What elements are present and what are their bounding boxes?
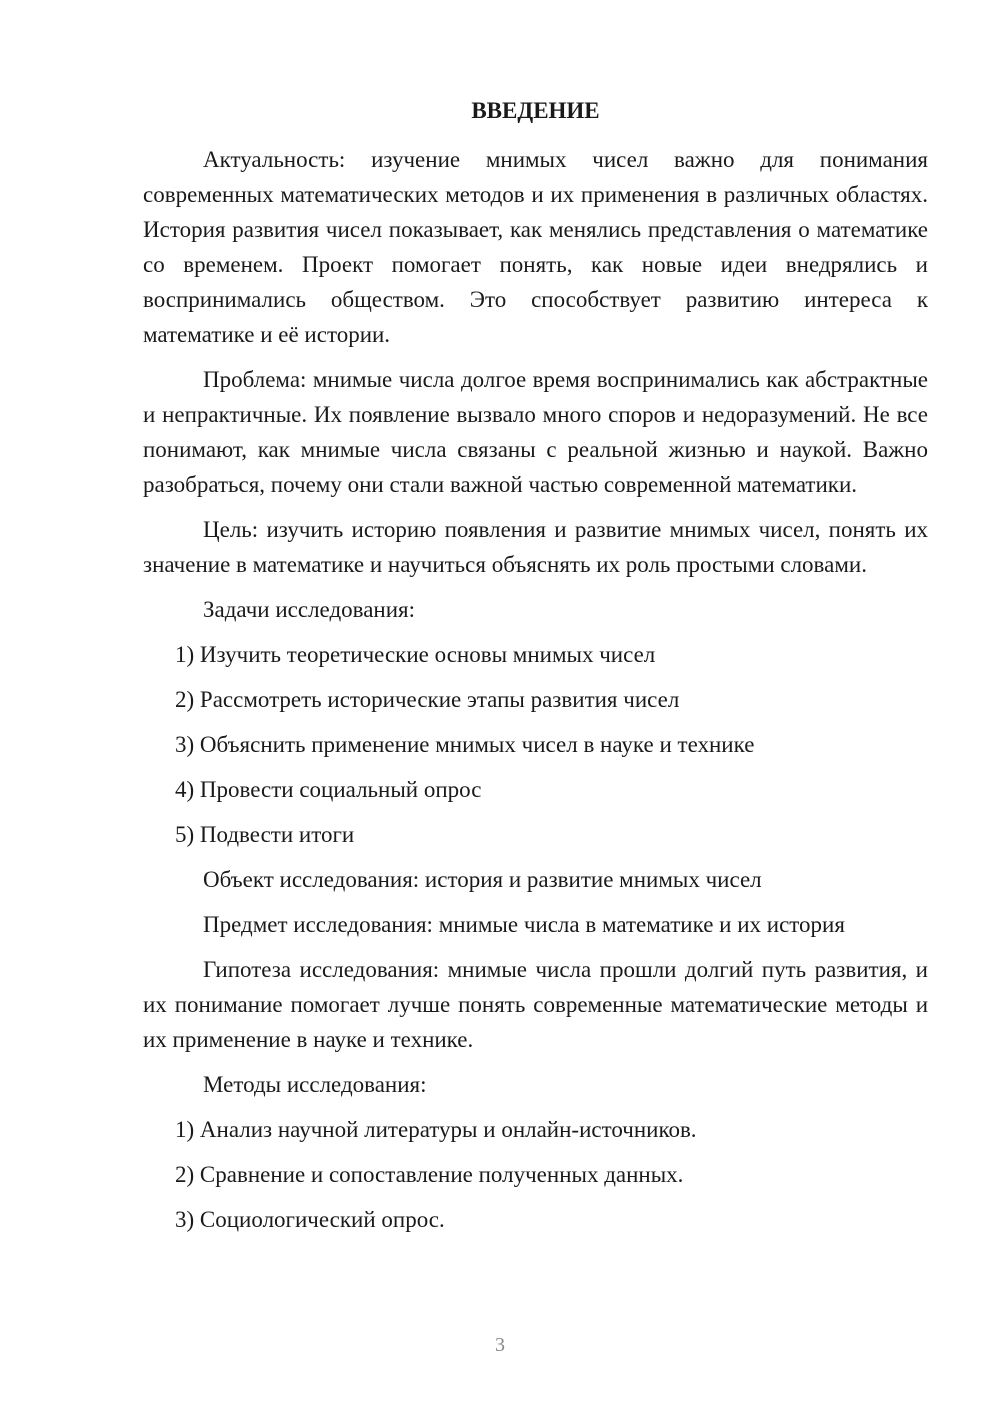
relevance-paragraph: Актуальность: изучение мнимых чисел важно для понимания современных математических методов и их применения в различных областях. История развития чисел показывает, как менялись представления о математике со временем. Проект помогает понять, как новые идеи внедрялись и воспринимались обществом. Это способствует развитию интереса к математике и её истории. xyxy=(143,147,928,347)
task-item: 3) Объяснить применение мнимых чисел в науке и технике xyxy=(175,732,755,757)
method-item: 2) Сравнение и сопоставление полученных данных. xyxy=(175,1162,684,1187)
methods-heading: Методы исследования: xyxy=(203,1072,427,1097)
page-number: 3 xyxy=(495,1334,505,1356)
method-item: 1) Анализ научной литературы и онлайн-источников. xyxy=(175,1117,697,1142)
task-item: 5) Подвести итоги xyxy=(175,822,355,847)
method-item: 3) Социологический опрос. xyxy=(175,1207,445,1232)
task-item: 2) Рассмотреть исторические этапы развития чисел xyxy=(175,687,680,712)
page-content xyxy=(143,96,928,1247)
task-item: 1) Изучить теоретические основы мнимых чисел xyxy=(175,642,656,667)
page-title: ВВЕДЕНИЕ xyxy=(471,98,600,123)
task-item: 4) Провести социальный опрос xyxy=(175,777,482,802)
goal-paragraph: Цель: изучить историю появления и развитие мнимых чисел, понять их значение в математике и научиться объяснять их роль простыми словами. xyxy=(143,517,928,577)
problem-paragraph: Проблема: мнимые числа долгое время воспринимались как абстрактные и непрактичные. Их появление вызвало много споров и недоразумений. Не все понимают, как мнимые числа связаны с реальной жизнью и наукой. Важно разобраться, почему они стали важной частью современной математики. xyxy=(143,367,928,497)
tasks-heading: Задачи исследования: xyxy=(203,597,416,622)
hypothesis-paragraph: Гипотеза исследования: мнимые числа прошли долгий путь развития, и их понимание помогает лучше понять современные математические методы и их применение в науке и технике. xyxy=(143,957,928,1052)
subject-line: Предмет исследования: мнимые числа в математике и их история xyxy=(203,912,845,937)
object-line: Объект исследования: история и развитие мнимых чисел xyxy=(203,867,762,892)
